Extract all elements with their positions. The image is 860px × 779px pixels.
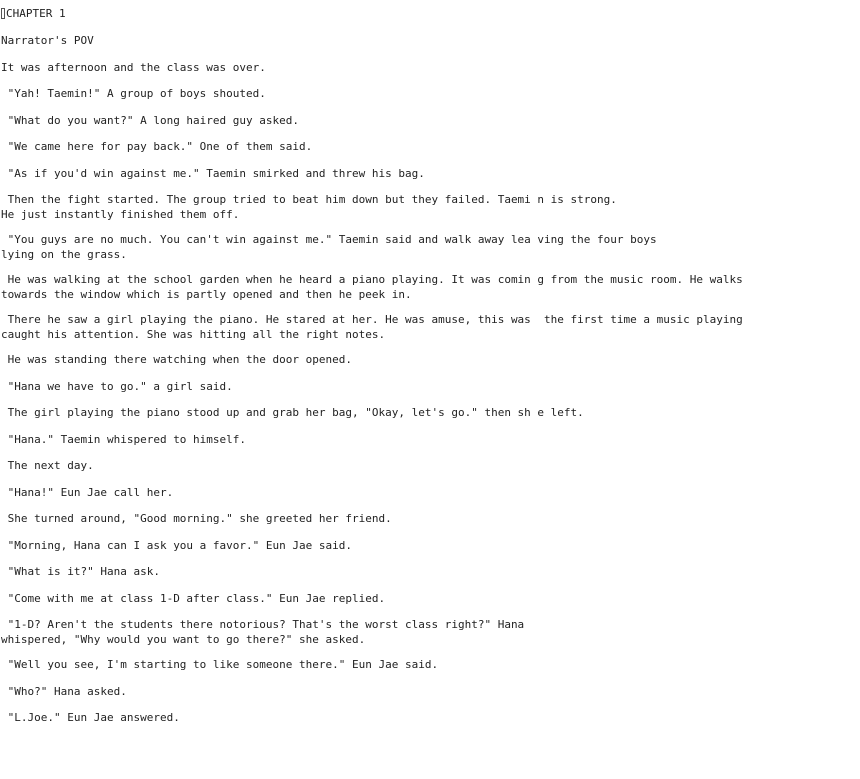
- paragraph-line: The next day.: [1, 459, 94, 472]
- paragraph-line: "Hana we have to go." a girl said.: [1, 379, 233, 393]
- paragraph-line: There he saw a girl playing the piano. He stared at her. He was amuse, this was the first time a music playing: [1, 313, 743, 326]
- story-paragraph: [1, 353, 858, 368]
- paragraph-line: lying on the grass.: [1, 247, 127, 261]
- story-paragraph: [1, 140, 858, 155]
- story-paragraph: [1, 380, 858, 395]
- paragraph-line: He was walking at the school garden when he heard a piano playing. It was comin g from the music room. He walks: [1, 273, 743, 286]
- paragraph-line: "Who?" Hana asked.: [1, 684, 127, 698]
- story-paragraph: [1, 459, 858, 474]
- paragraph-line: Narrator's POV: [1, 34, 94, 47]
- story-paragraph: [1, 87, 858, 102]
- story-paragraph: [1, 539, 858, 554]
- story-paragraph: [1, 685, 858, 700]
- chapter-heading: [1, 6, 858, 21]
- chapter-title: CHAPTER 1: [6, 7, 66, 20]
- paragraph-line: Then the fight started. The group tried to beat him down but they failed. Taemi n is strong.: [1, 193, 617, 206]
- story-paragraph: [1, 565, 858, 580]
- story-body: [1, 34, 858, 726]
- paragraph-line: "Hana." Taemin whispered to himself.: [1, 432, 247, 446]
- paragraph-line: "1-D? Aren't the students there notorious? That's the worst class right?" Hana: [1, 618, 525, 631]
- story-paragraph: [1, 486, 858, 501]
- paragraph-line: He just instantly finished them off.: [1, 207, 240, 221]
- paragraph-line: It was afternoon and the class was over.: [1, 60, 266, 74]
- missing-glyph-box: [1, 8, 5, 19]
- paragraph-line: "Morning, Hana can I ask you a favor." Eun Jae said.: [1, 538, 352, 552]
- story-paragraph: [1, 433, 858, 448]
- paragraph-line: towards the window which is partly opened and then he peek in.: [1, 287, 412, 301]
- story-paragraph: [1, 61, 858, 76]
- paragraph-line: "Yah! Taemin!" A group of boys shouted.: [1, 87, 266, 100]
- paragraph-line: "We came here for pay back." One of them said.: [1, 140, 313, 153]
- paragraph-line: "You guys are no much. You can't win against me." Taemin said and walk away lea ving the four boys: [1, 233, 657, 246]
- story-paragraph: [1, 273, 858, 302]
- paragraph-line: "L.Joe." Eun Jae answered.: [1, 711, 180, 724]
- paragraph-line: whispered, "Why would you want to go there?" she asked.: [1, 632, 366, 646]
- paragraph-line: "Well you see, I'm starting to like someone there." Eun Jae said.: [1, 658, 439, 671]
- paragraph-line: He was standing there watching when the door opened.: [1, 353, 352, 366]
- story-paragraph: [1, 167, 858, 182]
- story-paragraph: [1, 406, 858, 421]
- story-paragraph: [1, 313, 858, 342]
- story-paragraph: [1, 114, 858, 129]
- paragraph-line: "Come with me at class 1-D after class." Eun Jae replied.: [1, 591, 386, 605]
- story-paragraph: [1, 658, 858, 673]
- story-paragraph: [1, 233, 858, 262]
- story-paragraph: [1, 592, 858, 607]
- paragraph-line: "What do you want?" A long haired guy asked.: [1, 113, 300, 127]
- paragraph-line: caught his attention. She was hitting all the right notes.: [1, 327, 386, 341]
- story-paragraph: [1, 34, 858, 49]
- story-paragraph: [1, 618, 858, 647]
- story-paragraph: [1, 711, 858, 726]
- story-paragraph: [1, 512, 858, 527]
- paragraph-line: "As if you'd win against me." Taemin smirked and threw his bag.: [1, 166, 425, 180]
- paragraph-line: "Hana!" Eun Jae call her.: [1, 485, 174, 499]
- story-paragraph: [1, 193, 858, 222]
- paragraph-line: The girl playing the piano stood up and grab her bag, "Okay, let's go." then sh e left.: [1, 406, 584, 419]
- paragraph-line: She turned around, "Good morning." she greeted her friend.: [1, 512, 392, 525]
- paragraph-line: "What is it?" Hana ask.: [1, 565, 160, 578]
